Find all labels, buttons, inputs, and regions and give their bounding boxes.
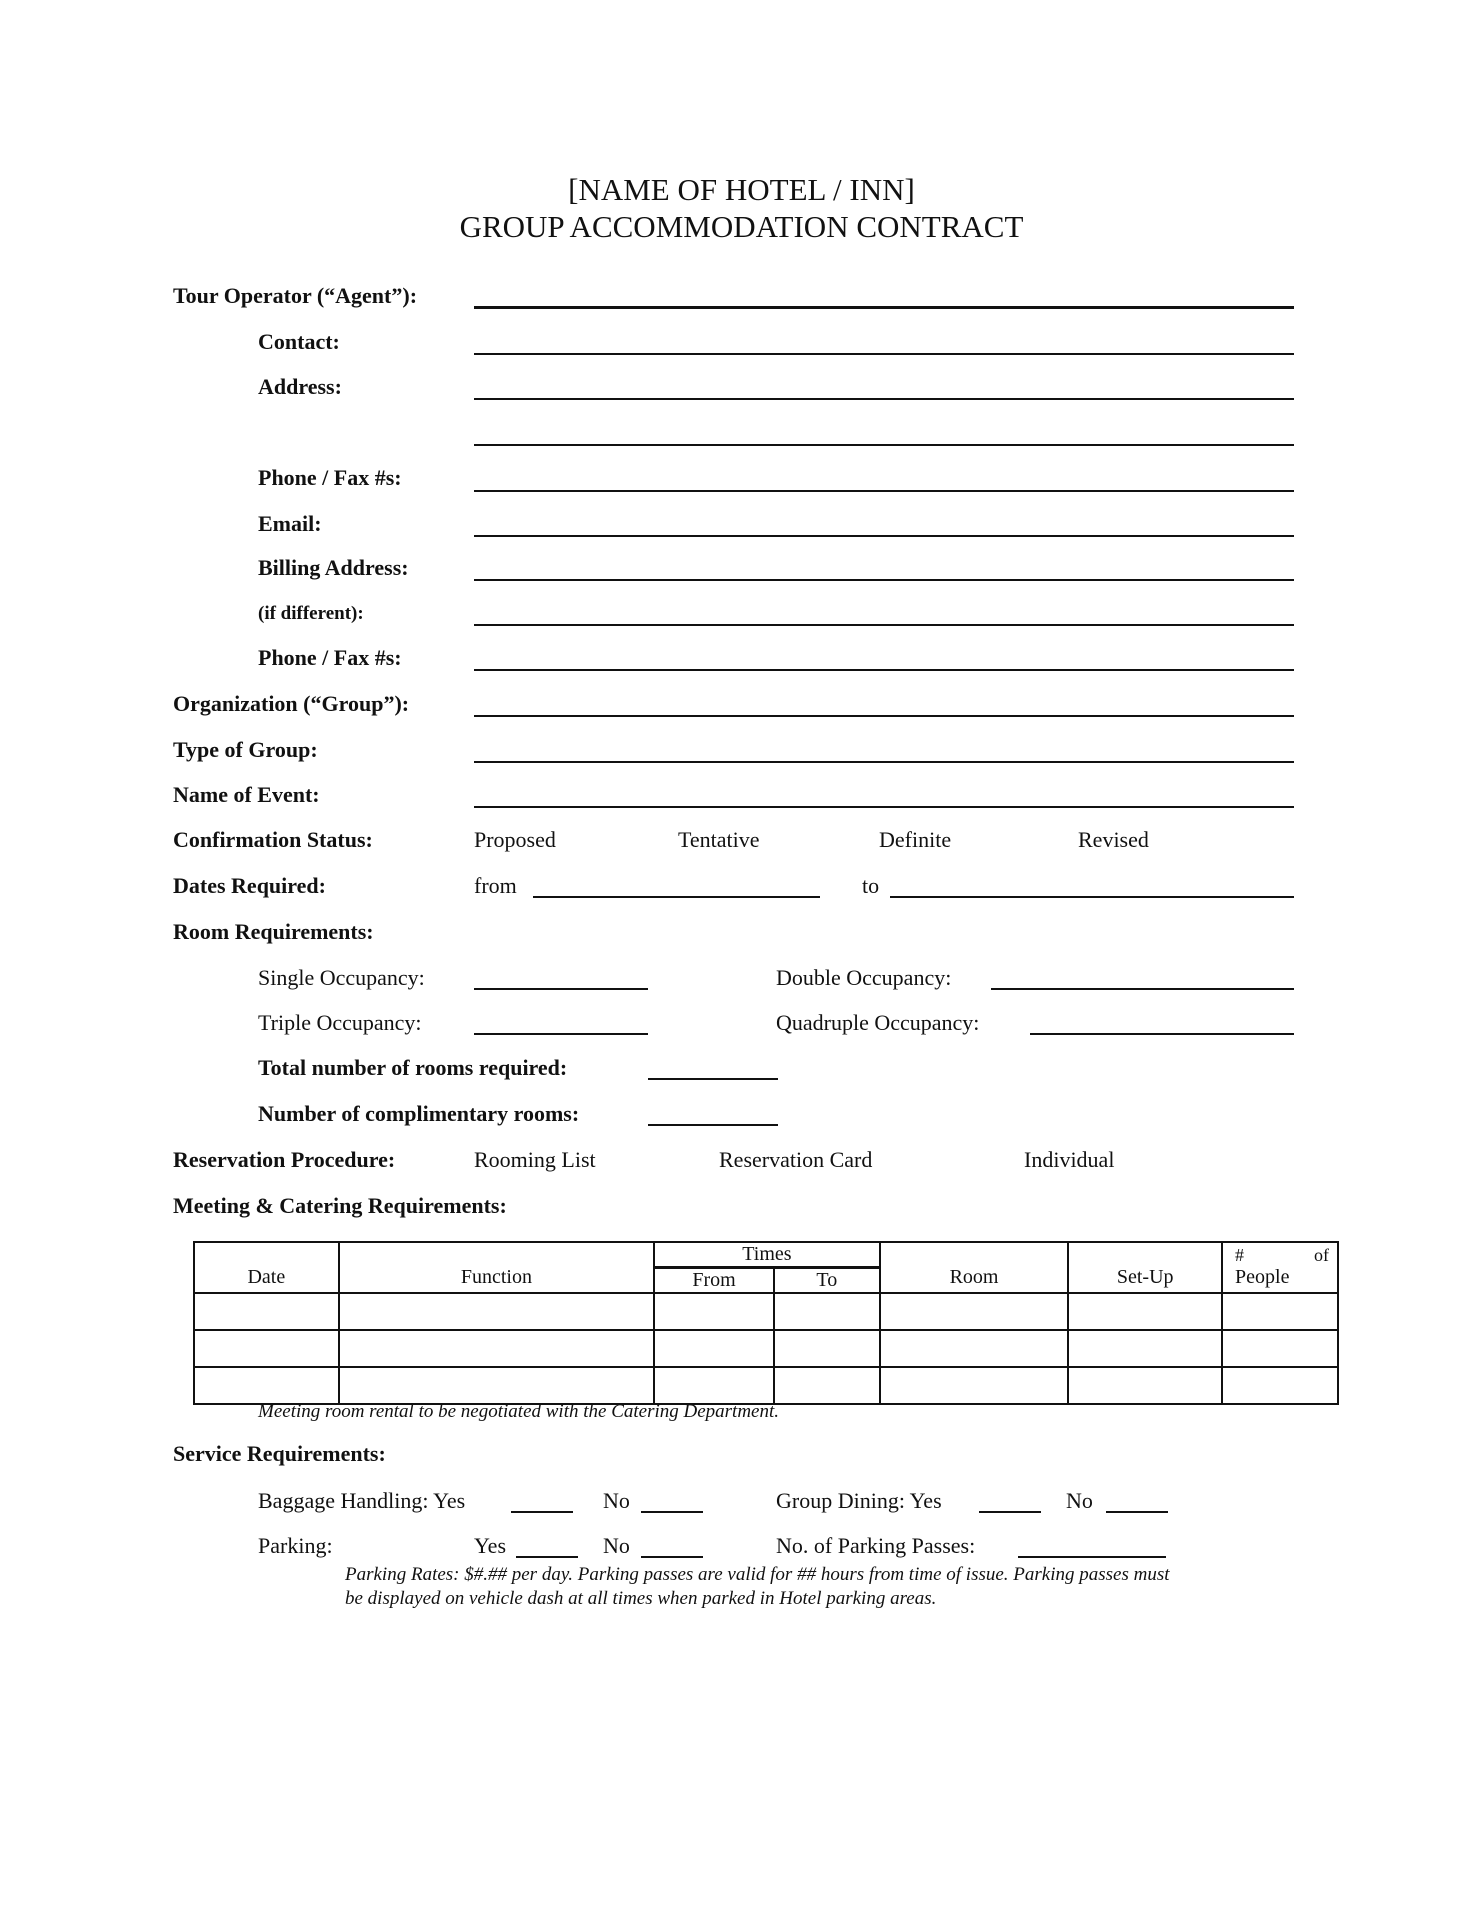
col-header-setup: Set-Up	[1068, 1242, 1222, 1293]
parking-passes-label: No. of Parking Passes:	[776, 1533, 976, 1558]
contact-label: Contact:	[258, 329, 340, 354]
cell-to[interactable]	[774, 1293, 880, 1330]
address-label: Address:	[258, 374, 342, 399]
reservation-option-reservation-card[interactable]: Reservation Card	[719, 1147, 873, 1172]
parking-rates-note-line1: Parking Rates: $#.## per day. Parking passes are valid for ## hours from time of issue. Parking passes must	[345, 1564, 1170, 1585]
cell-setup[interactable]	[1068, 1293, 1222, 1330]
baggage-yes-field[interactable]	[511, 1511, 573, 1513]
status-option-definite[interactable]: Definite	[879, 827, 952, 852]
baggage-handling-label: Baggage Handling: Yes	[258, 1488, 466, 1513]
email-field[interactable]	[474, 535, 1294, 537]
hotel-name: [NAME OF HOTEL / INN]	[568, 172, 915, 207]
col-header-people	[1222, 1242, 1338, 1293]
quadruple-occupancy-label: Quadruple Occupancy:	[776, 1010, 980, 1035]
parking-no-label: No	[603, 1533, 630, 1558]
billing-address-field-line2[interactable]	[474, 624, 1294, 626]
phone-fax-2-label: Phone / Fax #s:	[258, 645, 402, 670]
name-of-event-label: Name of Event:	[173, 782, 320, 807]
dates-to-label: to	[862, 873, 880, 898]
dates-from-label: from	[474, 873, 517, 898]
dining-no-label: No	[1066, 1488, 1093, 1513]
cell-date[interactable]	[194, 1293, 339, 1330]
organization-field[interactable]	[474, 715, 1294, 717]
parking-label: Parking:	[258, 1533, 333, 1558]
billing-address-field[interactable]	[474, 579, 1294, 581]
dining-no-field[interactable]	[1106, 1511, 1168, 1513]
status-option-revised[interactable]: Revised	[1078, 827, 1149, 852]
parking-yes-label: Yes	[474, 1533, 507, 1558]
complimentary-rooms-field[interactable]	[648, 1124, 778, 1126]
cell-setup[interactable]	[1068, 1330, 1222, 1367]
meeting-catering-label: Meeting & Catering Requirements:	[173, 1193, 507, 1218]
cell-to[interactable]	[774, 1330, 880, 1367]
cell-from[interactable]	[654, 1367, 774, 1404]
email-label: Email:	[258, 511, 322, 536]
if-different-label: (if different):	[258, 603, 364, 624]
reservation-option-individual[interactable]: Individual	[1024, 1147, 1115, 1172]
reservation-option-rooming-list[interactable]: Rooming List	[474, 1147, 596, 1172]
meeting-room-note: Meeting room rental to be negotiated with the Catering Department.	[258, 1401, 780, 1422]
name-of-event-field[interactable]	[474, 806, 1294, 808]
quadruple-occupancy-field[interactable]	[1030, 1033, 1294, 1035]
cell-setup[interactable]	[1068, 1367, 1222, 1404]
parking-yes-field[interactable]	[516, 1556, 578, 1558]
total-rooms-field[interactable]	[648, 1078, 778, 1080]
col-header-from: From	[654, 1268, 774, 1294]
triple-occupancy-label: Triple Occupancy:	[258, 1010, 422, 1035]
col-header-to: To	[774, 1268, 880, 1294]
cell-people[interactable]	[1222, 1330, 1338, 1367]
phone-fax-label: Phone / Fax #s:	[258, 465, 402, 490]
parking-no-field[interactable]	[641, 1556, 703, 1558]
type-of-group-field[interactable]	[474, 761, 1294, 763]
cell-function[interactable]	[339, 1293, 654, 1330]
table-row	[194, 1330, 1338, 1367]
double-occupancy-field[interactable]	[991, 988, 1294, 990]
baggage-no-label: No	[603, 1488, 630, 1513]
total-rooms-label: Total number of rooms required:	[258, 1055, 568, 1080]
table-row	[194, 1367, 1338, 1404]
phone-fax-2-field[interactable]	[474, 669, 1294, 671]
col-header-people-of: of	[1314, 1245, 1329, 1266]
cell-room[interactable]	[880, 1293, 1069, 1330]
meeting-catering-table	[193, 1241, 1339, 1405]
cell-date[interactable]	[194, 1330, 339, 1367]
tour-operator-label: Tour Operator (“Agent”):	[173, 283, 418, 308]
table-row	[194, 1293, 1338, 1330]
dates-required-label: Dates Required:	[173, 873, 326, 898]
baggage-no-field[interactable]	[641, 1511, 703, 1513]
contact-field[interactable]	[474, 353, 1294, 355]
cell-from[interactable]	[654, 1293, 774, 1330]
col-header-people-hash: #	[1235, 1245, 1245, 1266]
col-header-function: Function	[339, 1242, 654, 1293]
billing-address-label: Billing Address:	[258, 555, 409, 580]
dates-to-field[interactable]	[890, 896, 1294, 898]
reservation-procedure-label: Reservation Procedure:	[173, 1147, 396, 1172]
parking-passes-field[interactable]	[1018, 1556, 1166, 1558]
complimentary-rooms-label: Number of complimentary rooms:	[258, 1101, 580, 1126]
phone-fax-field[interactable]	[474, 490, 1294, 492]
single-occupancy-label: Single Occupancy:	[258, 965, 425, 990]
dining-yes-field[interactable]	[979, 1511, 1041, 1513]
status-option-tentative[interactable]: Tentative	[678, 827, 760, 852]
single-occupancy-field[interactable]	[474, 988, 648, 990]
confirmation-status-label: Confirmation Status:	[173, 827, 373, 852]
cell-people[interactable]	[1222, 1293, 1338, 1330]
cell-room[interactable]	[880, 1367, 1069, 1404]
col-header-date: Date	[194, 1242, 339, 1293]
col-header-times: Times	[654, 1242, 880, 1268]
address-field-line2[interactable]	[474, 444, 1294, 446]
service-requirements-label: Service Requirements:	[173, 1441, 386, 1466]
type-of-group-label: Type of Group:	[173, 737, 318, 762]
cell-function[interactable]	[339, 1330, 654, 1367]
parking-rates-note-line2: be displayed on vehicle dash at all times when parked in Hotel parking areas.	[345, 1588, 937, 1609]
page-title: GROUP ACCOMMODATION CONTRACT	[459, 209, 1024, 244]
organization-label: Organization (“Group”):	[173, 691, 410, 716]
double-occupancy-label: Double Occupancy:	[776, 965, 952, 990]
cell-to[interactable]	[774, 1367, 880, 1404]
cell-people[interactable]	[1222, 1367, 1338, 1404]
cell-function[interactable]	[339, 1367, 654, 1404]
col-header-people-label: People	[1235, 1265, 1290, 1288]
room-requirements-label: Room Requirements:	[173, 919, 374, 944]
group-dining-label: Group Dining: Yes	[776, 1488, 942, 1513]
cell-room[interactable]	[880, 1330, 1069, 1367]
cell-date[interactable]	[194, 1367, 339, 1404]
cell-from[interactable]	[654, 1330, 774, 1367]
triple-occupancy-field[interactable]	[474, 1033, 648, 1035]
col-header-room: Room	[880, 1242, 1069, 1293]
address-field-line1[interactable]	[474, 398, 1294, 400]
dates-from-field[interactable]	[533, 896, 820, 898]
status-option-proposed[interactable]: Proposed	[474, 827, 556, 852]
tour-operator-field[interactable]	[474, 306, 1294, 309]
